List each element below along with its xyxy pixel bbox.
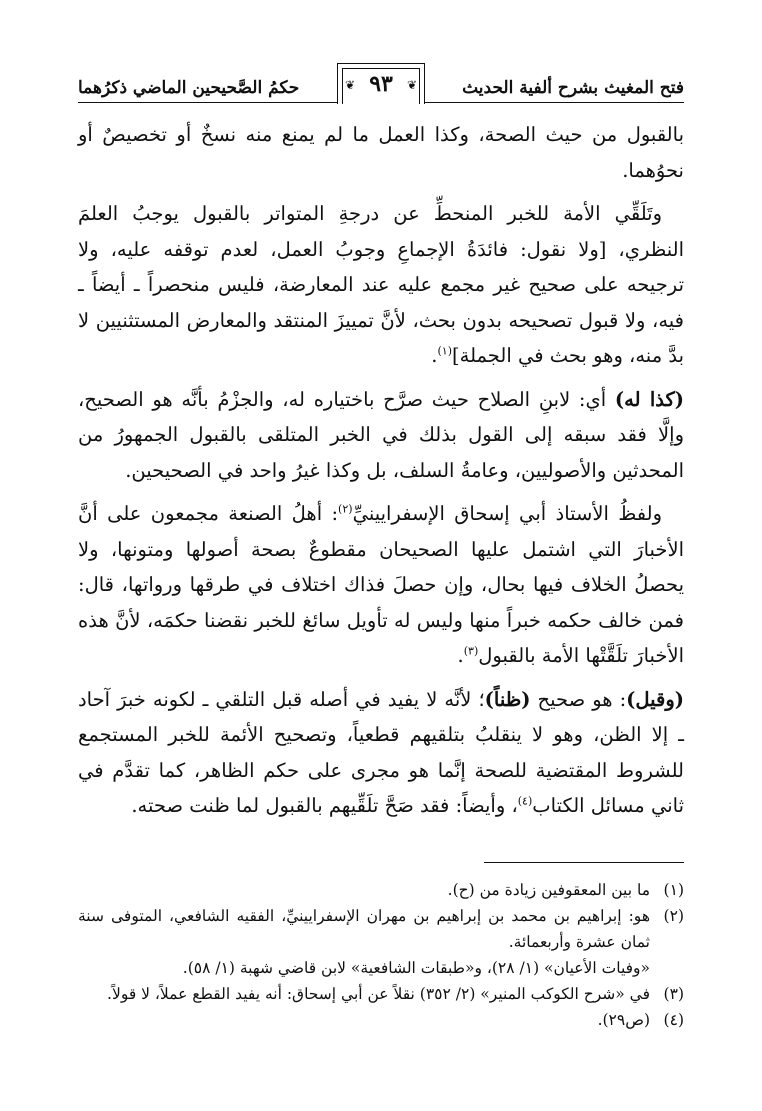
paragraph-5-bold: (ظناً) <box>484 687 531 711</box>
main-text <box>78 117 684 824</box>
footnote-ref-4: (٤) <box>517 794 533 808</box>
paragraph-5-lead: (وقيل) <box>626 687 685 711</box>
paragraph-4-end: . <box>457 644 464 667</box>
footnote-text: (ص٢٩). <box>597 1010 650 1029</box>
paragraph-2 <box>78 196 684 374</box>
footnote-number: (١) <box>663 880 684 899</box>
paragraph-4 <box>78 496 684 674</box>
footnote-continuation: «وفيات الأعيان» (١/ ٢٨)، و«طبقات الشافعية» لابن قاضي شهبة (١/ ٥٨). <box>182 958 650 977</box>
ornament-icon: ❦ <box>345 78 356 92</box>
footnote-ref-3: (٣) <box>463 644 479 658</box>
paragraph-1: بالقبول من حيث الصحة، وكذا العمل ما لم يمنع منه نسخٌ أو تخصيصٌ أو نحوُهما. <box>78 123 684 182</box>
paragraph-5-text-a: : هو صحيح <box>530 687 627 711</box>
footnote-item <box>78 877 684 903</box>
footnote-item <box>78 903 684 955</box>
paragraph-5 <box>78 682 684 824</box>
footnote-number: (٢) <box>663 906 684 925</box>
paragraph-3-lead: (كذا له) <box>614 387 684 411</box>
paragraph-3-text: أي: لابنِ الصلاح حيث صرَّح باختياره له، والجزْمُ بأنَّه هو الصحيح، وإلَّا فقد سبقه إلى القول بذلك في الخبر المتلقى بالقبول الجمهورُ من المحدثين والأصوليين، وعامةُ السلف، بل وكذا غيرُ واحد في الصحيحين. <box>78 387 684 482</box>
footnote-number: (٣) <box>663 984 684 1003</box>
footnote-text: هو: إبراهيم بن محمد بن إبراهيم بن مهران الإسفرايينيِّ، الفقيه الشافعي، المتوفى سنة ثمان عشرة وأربعمائة. <box>78 906 650 951</box>
header-chapter-title: حكمُ الصَّحيحين الماضي ذكرُهما <box>78 78 300 98</box>
paragraph-2-end: . <box>431 344 438 367</box>
footnote-text: ما بين المعقوفين زيادة من (ح). <box>447 880 650 899</box>
footnote-number: (٤) <box>663 1010 684 1029</box>
paragraph-3 <box>78 382 684 489</box>
footnote-text: في «شرح الكوكب المنير» (٢/ ٣٥٢) نقلاً عن أبي إسحاق: أنه يفيد القطع عملاً، لا قولاً. <box>107 984 650 1003</box>
page-number-frame <box>337 63 425 104</box>
paragraph-5-text-c: ، وأيضاً: فقد صَحَّ تلَقِّيهم بالقبول لما ظنت صحته. <box>131 794 518 817</box>
paragraph-5-text-b: ؛ لأنَّه لا يفيد في أصله قبل التلقي ـ لكونه خبرَ آحاد ـ إلا الظن، وهو لا ينقلبُ بتلقيهم قطعياً، وتصحيح الأئمة للخبر المستجمع للشروط المقتضية للصحة إنَّما هو مجرى على حكم الظاهر، كما تقدَّم في ثاني مسائل الكتاب <box>78 687 684 817</box>
paragraph-4-text-a: ولفظُ الأستاذ أبي إسحاق الإسفرايينيِّ <box>352 502 662 525</box>
footnotes <box>78 877 684 1033</box>
page-number: ٩٣ <box>369 71 393 97</box>
footnote-ref-2: (٢) <box>338 502 353 516</box>
footnote-ref-1: (١) <box>437 344 453 358</box>
book-page <box>78 58 684 1078</box>
footnote-item <box>78 1007 684 1033</box>
header-book-title: فتح المغيث بشرح ألفية الحديث <box>462 78 684 98</box>
ornament-icon: ❦ <box>406 78 417 92</box>
paragraph-4-text-b: : أهلُ الصنعة مجمعون على أنَّ الأخبارَ التي اشتمل عليها الصحيحان مقطوعٌ بصحة أصولها ومتونها، ولا يحصلُ الخلاف فيها بحال، وإن حصلَ فذاك اختلاف في طرقها ورواتها، قال: فمن خالف حكمه خبراً منها وليس له تأويل سائغ للخبر نقضنا حكمَه، لأنَّ هذه الأخبارَ تلَقَّتْها الأمة بالقبول <box>78 502 684 667</box>
paragraph-2-text: وتَلَقِّي الأمة للخبر المنحطِّ عن درجةِ المتواتر بالقبول يوجبُ العلمَ النظري، [ولا نقول: فائدَةُ الإجماعِ وجوبُ العمل، لعدم توقفه عليه، ولا ترجيحه على صحيح غير مجمع عليه عند المعارضة، فليس منحصراً ـ أيضاً ـ فيه، ولا قبول تصحيحه بدون بحث، لأنَّ تمييزَ المنتقد والمعارض المستثنيين لا بدَّ منه، وهو بحث في الجملة] <box>78 202 684 367</box>
footnote-item <box>78 981 684 1007</box>
footnote-divider <box>484 862 684 863</box>
running-header <box>78 58 684 103</box>
